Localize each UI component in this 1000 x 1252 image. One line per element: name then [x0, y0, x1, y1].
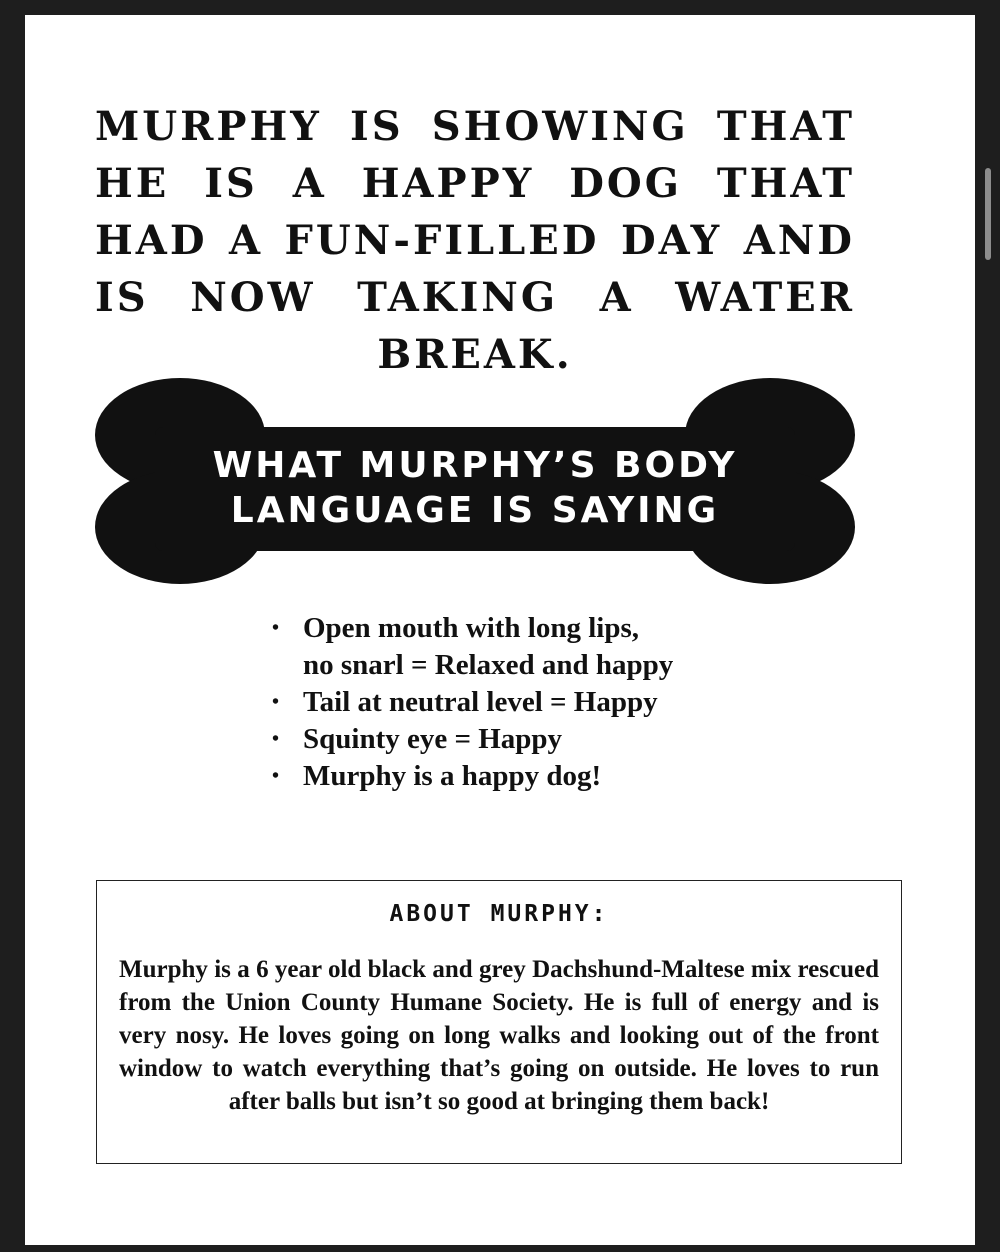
about-title: ABOUT MURPHY: — [389, 901, 609, 927]
vertical-scrollbar[interactable] — [985, 168, 991, 260]
list-item-text: Murphy is a happy dog! — [303, 760, 602, 792]
bone-title — [205, 443, 745, 533]
bullet-icon: • — [272, 617, 280, 639]
bullet-icon: • — [272, 691, 280, 713]
bullet-icon: • — [272, 765, 280, 787]
list-item-text: Squinty eye = Happy — [303, 723, 563, 755]
bone-banner — [95, 365, 855, 595]
list-item — [272, 684, 772, 721]
bone-title-line-2: LANGUAGE IS SAYING — [230, 490, 720, 531]
list-item-text: no snarl = Relaxed and happy — [303, 649, 674, 681]
body-language-list — [272, 610, 772, 795]
bullet-icon: • — [272, 728, 280, 750]
list-item — [272, 758, 772, 795]
headline: MURPHY IS SHOWING THAT HE IS A HAPPY DOG THAT HAD A FUN-FILLED DAY AND IS NOW TAKING A WATER BREAK. — [95, 103, 855, 378]
list-item — [272, 721, 772, 758]
bone-title-line-1: WHAT MURPHY’S BODY — [212, 445, 738, 486]
list-item-text: Tail at neutral level = Happy — [303, 686, 658, 718]
list-item-text: Open mouth with long lips, — [303, 612, 640, 644]
about-box — [96, 880, 902, 1164]
about-text: Murphy is a 6 year old black and grey Dachshund-Maltese mix rescued from the Union County Humane Society. He is full of energy and is very nosy. He loves going on long walks and looking out of the front window to watch everything that’s going on outside. He loves to run after balls but isn’t so good at bringing them back! — [119, 956, 879, 1115]
list-item — [272, 610, 772, 684]
